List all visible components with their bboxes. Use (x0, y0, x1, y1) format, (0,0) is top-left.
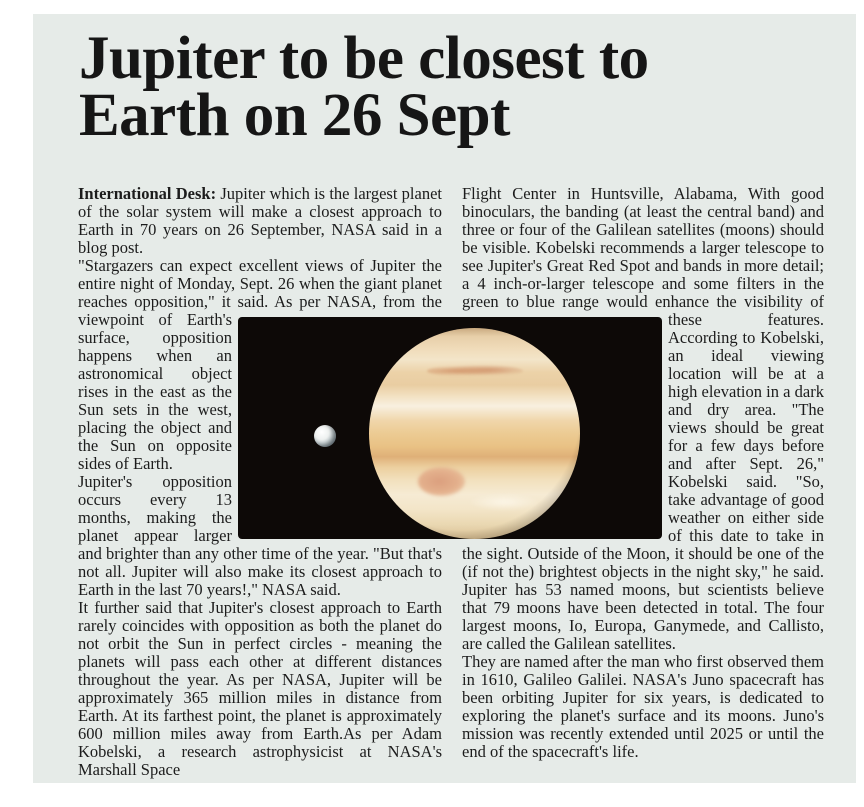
photo-top-spacer-left (442, 185, 443, 315)
paragraph-viewing-tips: Flight Center in Huntsville, Alabama, With good binoculars, the banding (at least the central band) and three or four of the Galilean satellites (moons) should be visible. Kobelski recommends a larger telescope to see Jupiter's Great Red Spot and bands in more detail; a 4 inch-or-larger telescope and some filters in the green to blue range would enhance the visibility of these features. According to Kobelski, an ideal viewing location will be at a high elevation in a dark and dry area. "The views should be great for a few days before and after Sept. 26," Kobelski said. "So, take advantage of good weather on either side of this date to take in the sight. Outside of the Moon, it should be one of the (if not the) brightest objects in the night sky," he said. Jupiter has 53 named moons, but scientists believe that 79 moons have been detected in total. The four largest moons, Io, Europa, Ganymede, and Callisto, are called the Galilean satellites. (462, 184, 824, 653)
headline-line-2: Earth on 26 Sept (79, 82, 510, 149)
paragraph-galilean-juno: They are named after the man who first observed them in 1610, Galileo Galilei. NASA's Juno spacecraft has been orbiting Jupiter for six years, is dedicated to exploring the planet's surface and its moons. Juno's mission was recently extended until 2025 or until the end of the spacecraft's life. (462, 652, 824, 761)
jupiter-image (369, 328, 580, 539)
dateline-label: International Desk: (78, 184, 217, 203)
article-headline (79, 25, 819, 149)
paragraph-intro-text: Jupiter which is the largest planet of the solar system will make a closest approach to Earth in 70 years on 26 September, NASA said in a blog post. (78, 184, 442, 257)
paragraph-distance: It further said that Jupiter's closest approach to Earth rarely coincides with opposition as both the planet do not orbit the Sun in perfect circles - meaning the planets will pass each other at different distances throughout the year. As per NASA, Jupiter will be approximately 365 million miles in distance from Earth. At its farthest point, the planet is approximately 600 million miles away from Earth.As per Adam Kobelski, a research astrophysicist at NASA's Marshall Space (78, 598, 442, 779)
paragraph-opposition: Jupiter's opposition occurs every 13 months, making the planet appear larger and brighter than any other time of the year. "But that's not all. Jupiter will also make its closest approach to Earth in the last 70 years!," NASA said. (78, 472, 442, 599)
earth-image (314, 425, 336, 447)
article-sheet (33, 14, 856, 783)
limb-darkening-shadow (369, 328, 580, 539)
paragraph-stargazers: "Stargazers can expect excellent views of Jupiter the entire night of Monday, Sept. 26 when the giant planet reaches opposition," it said. As per NASA, from the viewpoint of Earth's surface, opposition happens when an astronomical object rises in the east as the Sun sets in the west, placing the object and the Sun on opposite sides of Earth. (78, 256, 442, 473)
jupiter-earth-photo (238, 317, 662, 539)
headline-line-1: Jupiter to be closest to (79, 25, 649, 92)
paragraph-intro (78, 185, 442, 257)
